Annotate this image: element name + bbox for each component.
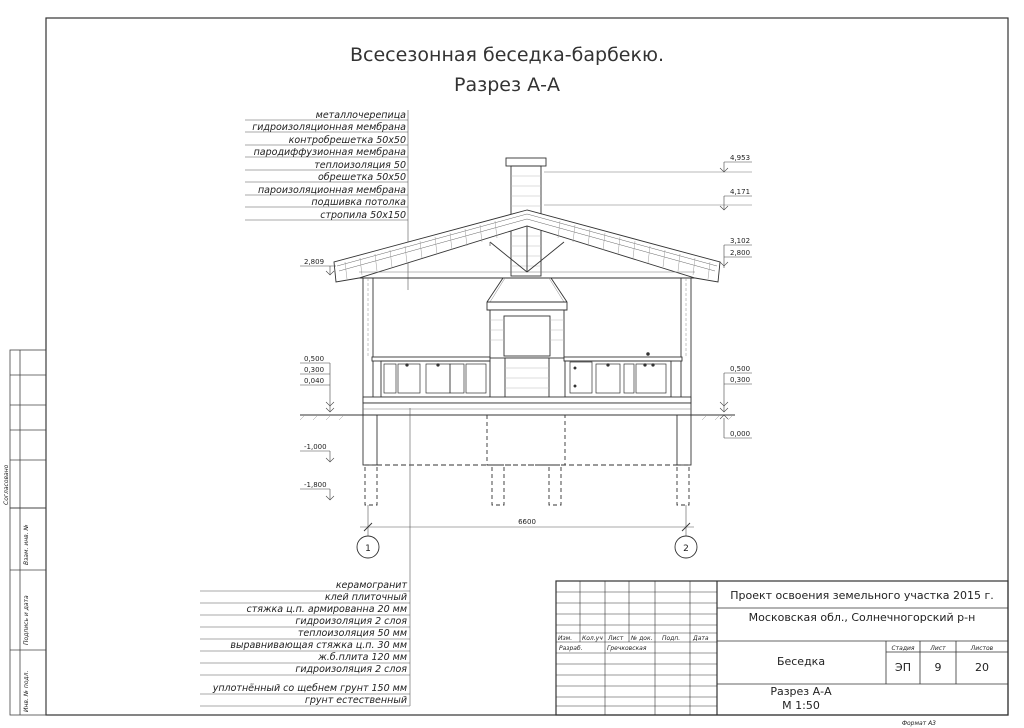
title-line-2: Разрез А-А: [454, 74, 560, 96]
floor-layer-9: грунт естественный: [304, 695, 407, 706]
stamp-col-0: Изм.: [558, 635, 573, 642]
stamp-sheet-label: Лист: [930, 645, 946, 652]
stamp-col-4: Подп.: [662, 635, 681, 642]
axis-label-2: 2: [683, 544, 689, 554]
stamp-sheet-title: Разрез А-А: [770, 685, 832, 698]
floor-layer-8: уплотнённый со щебнем грунт 150 мм: [212, 683, 407, 694]
elev-left-2: 0,300: [304, 366, 325, 374]
counter-right: [564, 357, 682, 361]
format-label: Формат А3: [901, 720, 936, 727]
roof-layer-8: стропила 50х150: [320, 210, 406, 221]
elev-right-2: 3,102: [730, 237, 751, 245]
elev-right-6: 0,000: [730, 430, 751, 438]
elev-right-5: 0,300: [730, 376, 751, 384]
side-label-inventory: Инв. № подл.: [23, 670, 30, 712]
stamp-location: Московская обл., Солнечногорский р-н: [748, 611, 976, 624]
elev-right-0: 4,953: [730, 154, 751, 162]
stamp-developer-label: Разраб.: [559, 645, 583, 652]
floor-layer-labels: [200, 408, 410, 706]
roof-layer-4: теплоизоляция 50: [314, 160, 406, 171]
floor-layer-7: гидроизоляция 2 слоя: [295, 664, 407, 675]
elev-right-1: 4,171: [730, 188, 751, 196]
elev-right-3: 2,800: [730, 249, 751, 257]
stamp-stage-label: Стадия: [891, 645, 915, 652]
elev-left-1: 0,500: [304, 355, 325, 363]
title-line-1: Всесезонная беседка-барбекю.: [350, 44, 664, 66]
stamp-col-3: № док.: [631, 635, 653, 642]
floor-layer-3: гидроизоляция 2 слоя: [295, 616, 407, 627]
floor-layer-4: теплоизоляция 50 мм: [297, 628, 407, 639]
stamp-col-5: Дата: [693, 635, 709, 642]
bbq-hood: [487, 278, 567, 310]
bbq-base: [505, 358, 549, 402]
roof-layer-5: обрешетка 50х50: [318, 172, 406, 183]
foundation-left: [363, 415, 377, 465]
stamp-sheets: 20: [975, 661, 989, 674]
side-label-replace: Взам. инв. №: [23, 524, 30, 565]
elev-left-4: -1,000: [304, 443, 327, 451]
roof-layer-2: контробрешетка 50х50: [288, 135, 406, 146]
axis-label-1: 1: [365, 544, 371, 554]
stamp-stage: ЭП: [895, 661, 911, 674]
roof-layer-1: гидроизоляционная мембрана: [252, 122, 406, 133]
counter-left: [372, 357, 490, 361]
stamp-col-2: Лист: [608, 635, 624, 642]
stamp-sheets-label: Листов: [970, 645, 994, 652]
bbq-body: [490, 310, 564, 358]
foundation-right: [677, 415, 691, 465]
floor-layer-2: стяжка ц.п. армированна 20 мм: [246, 604, 407, 615]
roof-layer-7: подшивка потолка: [311, 197, 406, 208]
stamp-object: Беседка: [776, 655, 826, 668]
stamp-project: Проект освоения земельного участка 2015 г.: [730, 589, 994, 602]
chimney-cap: [506, 158, 546, 166]
stamp-sheet: 9: [934, 661, 942, 674]
elev-left-3: 0,040: [304, 377, 325, 385]
floor-layer-0: керамогранит: [335, 580, 407, 591]
stamp-col-1: Кол.уч: [582, 635, 603, 642]
floor-slab: [363, 397, 691, 403]
floor-layer-5: выравнивающая стяжка ц.п. 30 мм: [230, 640, 407, 651]
elev-left-0: 2,809: [304, 258, 325, 266]
floor-layer-1: клей плиточный: [324, 592, 407, 603]
floor-layer-6: ж.б.плита 120 мм: [318, 652, 407, 663]
roof-layer-3: пародиффузионная мембрана: [253, 147, 406, 158]
dimension-label: 6600: [518, 518, 536, 526]
side-label-agreed: Согласовано: [3, 464, 10, 505]
roof-layer-0: металлочерепица: [315, 110, 406, 121]
stamp-developer-name: Гречковская: [607, 645, 647, 652]
side-label-signature: Подпись и дата: [23, 595, 30, 645]
stamp-scale: М 1:50: [782, 699, 820, 712]
elev-right-4: 0,500: [730, 365, 751, 373]
elev-left-5: -1,800: [304, 481, 327, 489]
roof-layer-6: пароизоляционная мембрана: [257, 185, 406, 196]
